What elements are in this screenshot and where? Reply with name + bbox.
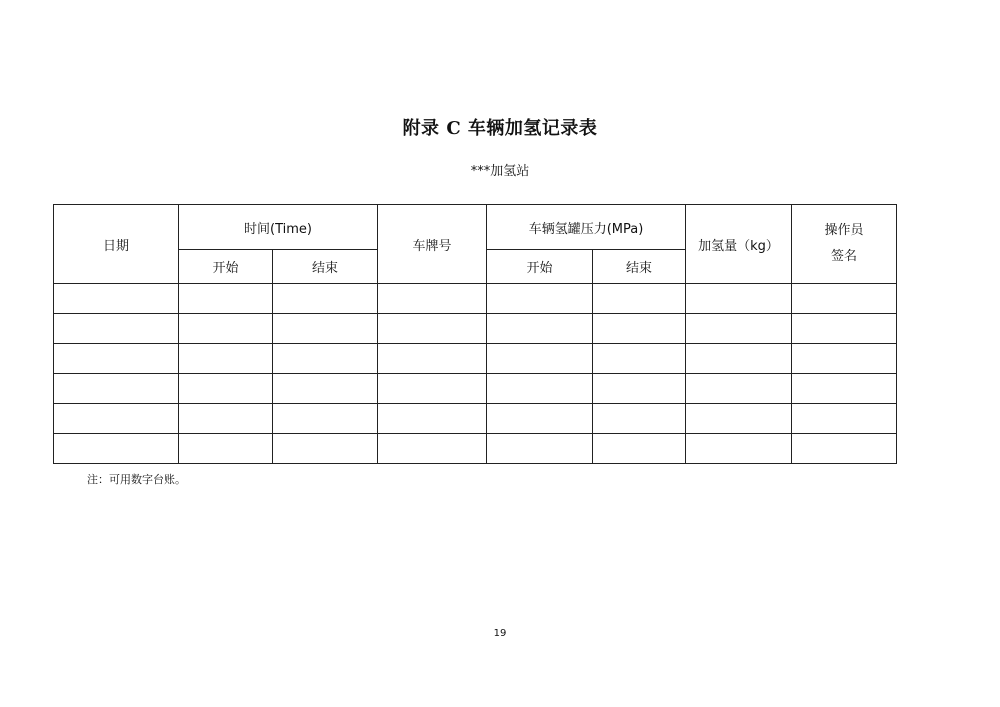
- table-cell: [378, 284, 487, 314]
- table-cell: [487, 404, 593, 434]
- header-operator-signature: [792, 205, 897, 284]
- table-cell: [593, 404, 686, 434]
- table-cell: [593, 284, 686, 314]
- table-row: [54, 374, 897, 404]
- table-cell: [273, 344, 378, 374]
- header-time-start: 开始: [179, 250, 273, 284]
- page-title: 附录 C 车辆加氢记录表: [402, 118, 598, 139]
- table-cell: [686, 344, 792, 374]
- table-cell: [593, 344, 686, 374]
- header-date: 日期: [54, 205, 179, 284]
- table-row: [54, 344, 897, 374]
- table-cell: [273, 374, 378, 404]
- table-row: [54, 284, 897, 314]
- table-cell: [593, 314, 686, 344]
- table-cell: [54, 314, 179, 344]
- header-plate-number: 车牌号: [378, 205, 487, 284]
- table-cell: [179, 404, 273, 434]
- table-cell: [378, 314, 487, 344]
- table-cell: [273, 404, 378, 434]
- table-cell: [179, 284, 273, 314]
- header-pressure-start: 开始: [487, 250, 593, 284]
- table-cell: [686, 314, 792, 344]
- table-cell: [273, 284, 378, 314]
- table-cell: [54, 404, 179, 434]
- table-cell: [487, 374, 593, 404]
- table-cell: [686, 374, 792, 404]
- table-cell: [792, 344, 897, 374]
- table-note: 注：可用数字台账。: [87, 473, 186, 486]
- header-tank-pressure: 车辆氢罐压力(MPa): [487, 205, 686, 250]
- table-cell: [686, 284, 792, 314]
- table-cell: [487, 434, 593, 464]
- page-number: 19: [493, 628, 507, 639]
- table-cell: [273, 314, 378, 344]
- table-cell: [378, 344, 487, 374]
- table-cell: [487, 284, 593, 314]
- table-cell: [179, 344, 273, 374]
- header-refuel-amount: 加氢量（kg）: [686, 205, 792, 284]
- header-operator-line2: 签名: [830, 249, 857, 264]
- table-cell: [686, 434, 792, 464]
- table-cell: [378, 374, 487, 404]
- table-cell: [792, 374, 897, 404]
- table-cell: [487, 314, 593, 344]
- header-time: 时间(Time): [179, 205, 378, 250]
- table-cell: [792, 314, 897, 344]
- header-pressure-end: 结束: [593, 250, 686, 284]
- table-cell: [593, 374, 686, 404]
- header-time-end: 结束: [273, 250, 378, 284]
- header-operator-line1: 操作员: [824, 223, 864, 238]
- table-cell: [792, 404, 897, 434]
- table-cell: [54, 344, 179, 374]
- table-cell: [378, 434, 487, 464]
- hydrogen-refueling-record-table: [53, 204, 897, 464]
- table-cell: [487, 344, 593, 374]
- table-cell: [179, 314, 273, 344]
- table-cell: [593, 434, 686, 464]
- table-cell: [54, 374, 179, 404]
- table-cell: [378, 404, 487, 434]
- table-row: [54, 404, 897, 434]
- table-cell: [273, 434, 378, 464]
- table-row: [54, 434, 897, 464]
- table-cell: [792, 434, 897, 464]
- table-cell: [792, 284, 897, 314]
- table-cell: [54, 434, 179, 464]
- table-row: [54, 314, 897, 344]
- table-cell: [179, 434, 273, 464]
- station-name: ***加氢站: [470, 164, 530, 179]
- table-cell: [686, 404, 792, 434]
- table-cell: [54, 284, 179, 314]
- table-cell: [179, 374, 273, 404]
